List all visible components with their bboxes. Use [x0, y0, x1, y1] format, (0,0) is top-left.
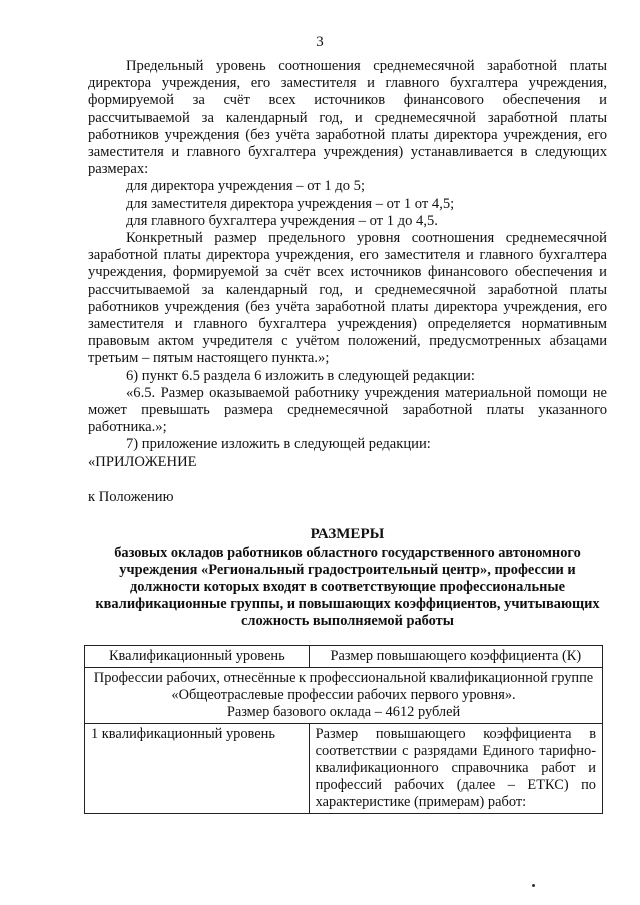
group-description — [85, 668, 603, 724]
paragraph-item-7: 7) приложение изложить в следующей редакции: — [126, 436, 431, 453]
document-body — [88, 58, 607, 506]
paragraph-limit-ratio: Предельный уровень соотношения среднемесячной заработной платы директора учреждения, его заместителя и главного бухгалтера учреждения, формируемой за счёт всех источников финансового обеспечения и рассчитываемой за календарный год, и среднемесячной заработной платы работников учреждения (без учёта заработной платы директора учреждения, его заместителя и главного бухгалтера учреждения) устанавливается в следующих размерах: — [88, 58, 607, 178]
header-coefficient: Размер повышающего коэффициента (К) — [309, 646, 602, 668]
list-item-director: для директора учреждения – от 1 до 5; — [126, 178, 366, 195]
page-number: 3 — [316, 34, 324, 50]
list-item-deputy: для заместителя директора учреждения – от 1 от 4,5; — [126, 195, 455, 212]
paragraph-material-aid: «6.5. Размер оказываемой работнику учреждения материальной помощи не может превышать размера среднемесячной заработной платы указанного работника.»; — [88, 384, 607, 436]
list-item-chief-accountant: для главного бухгалтера учреждения – от 1 до 4,5. — [126, 212, 438, 229]
salary-table — [84, 645, 603, 814]
paragraph-item-6: 6) пункт 6.5 раздела 6 изложить в следующей редакции: — [126, 367, 475, 384]
scan-speck — [532, 884, 535, 887]
title-heading: РАЗМЕРЫ — [310, 526, 385, 542]
table-header-row — [85, 646, 603, 668]
annex-label: «ПРИЛОЖЕНИЕ — [88, 453, 197, 470]
table-title — [88, 526, 607, 630]
paragraph-specific-size: Конкретный размер предельного уровня соотношения среднемесячной заработной платы директора учреждения, его заместителя и главного бухгалтера учреждения, формируемой за счёт всех источников финансового обеспечения и рассчитываемой за календарный год, и среднемесячной заработной платы работников учреждения (без учёта заработной платы директора учреждения, его заместителя и главного бухгалтера учреждения) определяется нормативным правовым актом учредителя с учётом положений, предусмотренных абзацами третьим – пятым настоящего пункта.»; — [88, 230, 607, 367]
row-coefficient-text: Размер повышающего коэффициента в соответствии с разрядами Единого тарифно-квалификационного справочника работ и профессий рабочих (далее – ЕТКС) по характеристике (примерам) работ: — [309, 724, 602, 814]
title-subtitle: базовых окладов работников областного государственного автономного учреждения «Региональный градостроительный центр», профессии и должности которых входят в соответствующие профессиональные квалификационные группы, и повышающих коэффициентов, учитывающих сложность выполняемой работы — [95, 545, 600, 629]
group-base-salary: Размер базового оклада – 4612 рублей — [226, 704, 461, 720]
table-group-row — [85, 668, 603, 724]
row-level: 1 квалификационный уровень — [85, 724, 310, 814]
group-line: Профессии рабочих, отнесённые к профессиональной квалификационной группе «Общеотраслевые профессии рабочих первого уровня». — [93, 670, 594, 703]
header-qualification-level: Квалификационный уровень — [85, 646, 310, 668]
annex-reference: к Положению — [88, 488, 174, 505]
table-row — [85, 724, 603, 814]
